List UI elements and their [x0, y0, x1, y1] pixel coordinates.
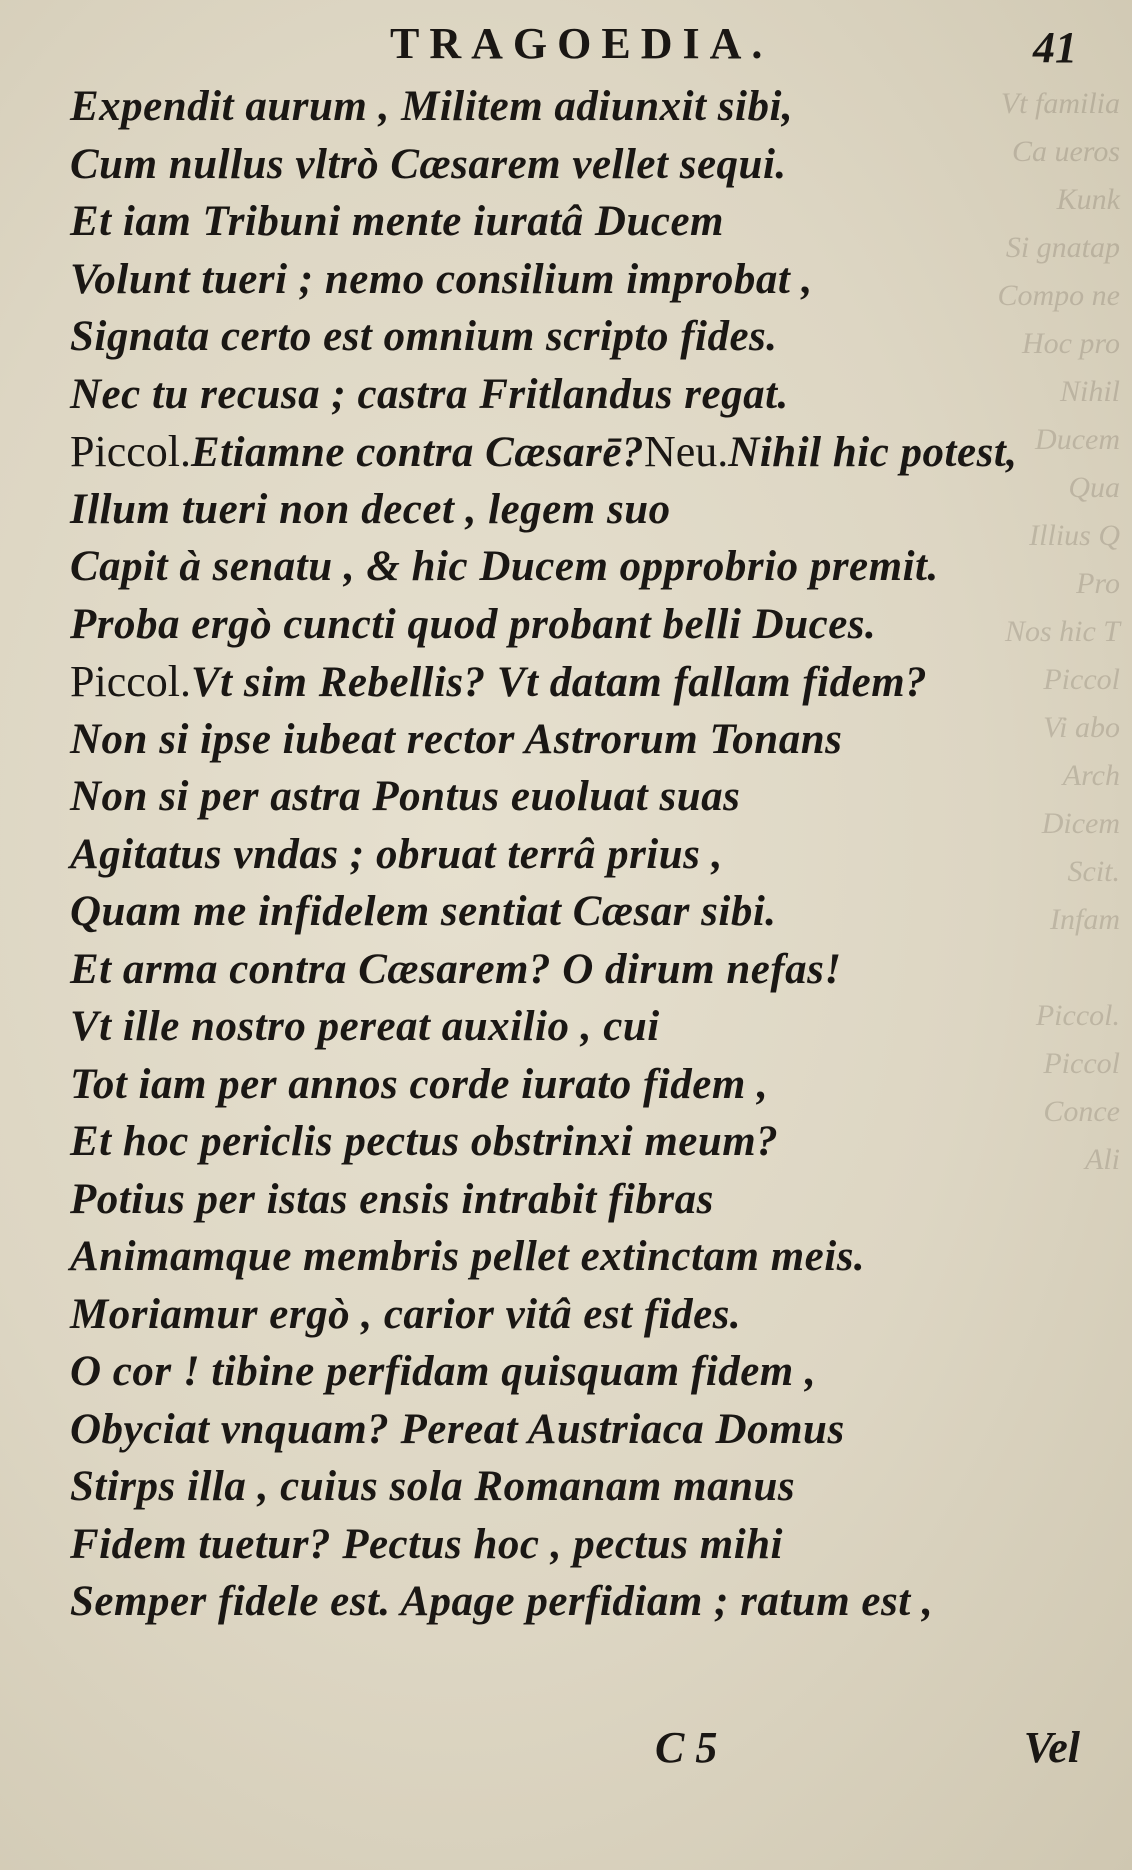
verse-text: Capit à senatu , & hic Ducem opprobrio premit. [70, 543, 939, 590]
verse-line [70, 883, 1080, 941]
verse-text: Cum nullus vltrò Cæsarem vellet sequi. [70, 140, 787, 188]
verse-block [70, 78, 1080, 1631]
verse-text: Vt ille nostro pereat auxilio , cui [70, 1003, 660, 1050]
verse-text: O cor ! tibine perfidam quisquam fidem , [70, 1348, 817, 1395]
show-through-text: Vt familia Ca ueros Kunk Si gnatap Compo ne Hoc pro Nihil Ducem Qua Illius Q Pro Nos hic T Piccol Vi abo Arch Dicem Scit. Infam Piccol. Piccol Conce Ali [997, 87, 1120, 1176]
verse-text: Vt sim Rebellis? Vt datam fallam fidem? [190, 659, 928, 706]
verse-line [70, 1286, 1080, 1344]
speaker-name: Piccol. [70, 427, 191, 476]
verse-line [70, 1401, 1080, 1459]
running-head: TRAGOEDIA. [390, 19, 773, 68]
verse-text: Obyciat vnquam? Pereat Austriaca Domus [70, 1405, 845, 1453]
verse-text: Stirps illa , cuius sola Romanam manus [70, 1463, 796, 1510]
catchword: Vel [1023, 1723, 1080, 1772]
verse-line [70, 538, 1080, 596]
verse-line [70, 653, 1080, 711]
verse-text: Fidem tuetur? Pectus hoc , pectus mihi [70, 1520, 784, 1568]
verse-line [70, 596, 1080, 654]
verse-line [70, 941, 1080, 999]
speaker-name: Neu. [643, 427, 729, 476]
verse-line [70, 193, 1080, 251]
verse-text: Quam me infidelem sentiat Cæsar sibi. [70, 888, 777, 935]
verse-text: Et arma contra Cæsarem? O dirum nefas! [70, 945, 842, 993]
verse-text: Et iam Tribuni mente iuratâ Ducem [70, 198, 725, 245]
verse-line [70, 1113, 1080, 1171]
verse-line [70, 1343, 1080, 1401]
verse-line [70, 1458, 1080, 1516]
verse-text: Et hoc periclis pectus obstrinxi meum? [70, 1118, 779, 1165]
verse-text: Potius per istas ensis intrabit fibras [70, 1175, 714, 1223]
signature-mark: C 5 [655, 1723, 718, 1772]
verse-text: Signata certo est omnium scripto fides. [70, 313, 778, 360]
verse-text: Non si per astra Pontus euoluat suas [70, 773, 741, 820]
verse-line [70, 423, 1080, 481]
verse-line [70, 78, 1080, 136]
verse-text: Proba ergò cuncti quod probant belli Duces. [70, 600, 877, 648]
verse-text: Semper fidele est. Apage perfidiam ; ratum est , [70, 1578, 934, 1625]
verse-line [70, 251, 1080, 309]
verse-text: Nihil hic potest, [728, 429, 1018, 476]
verse-text: Tot iam per annos corde iurato fidem , [70, 1060, 769, 1108]
verse-line [70, 1171, 1080, 1229]
verse-text: Volunt tueri ; nemo consilium improbat , [70, 255, 813, 303]
verse-line [70, 1228, 1080, 1286]
speaker-name: Piccol. [70, 657, 191, 706]
verse-line [70, 711, 1080, 769]
verse-text: Animamque membris pellet extinctam meis. [70, 1233, 866, 1280]
verse-text: Agitatus vndas ; obruat terrâ prius , [70, 830, 723, 878]
verse-line [70, 998, 1080, 1056]
verse-text: Expendit aurum , Militem adiunxit sibi, [70, 83, 794, 130]
verse-text: Non si ipse iubeat rector Astrorum Tonans [70, 715, 843, 763]
verse-line [70, 308, 1080, 366]
verse-line [70, 826, 1080, 884]
verse-text: Etiamne contra Cæsarē? [190, 429, 644, 476]
verse-text: Illum tueri non decet , legem suo [70, 485, 671, 533]
verse-line [70, 481, 1080, 539]
page-number: 41 [1033, 23, 1077, 72]
verse-line [70, 366, 1080, 424]
verse-line [70, 1056, 1080, 1114]
verse-text: Nec tu recusa ; castra Fritlandus regat. [70, 370, 789, 418]
verse-text: Moriamur ergò , carior vitâ est fides. [70, 1290, 742, 1338]
verse-line [70, 136, 1080, 194]
verse-line [70, 768, 1080, 826]
verse-line [70, 1516, 1080, 1574]
page-footer [0, 1722, 1132, 1782]
verse-line [70, 1573, 1080, 1631]
